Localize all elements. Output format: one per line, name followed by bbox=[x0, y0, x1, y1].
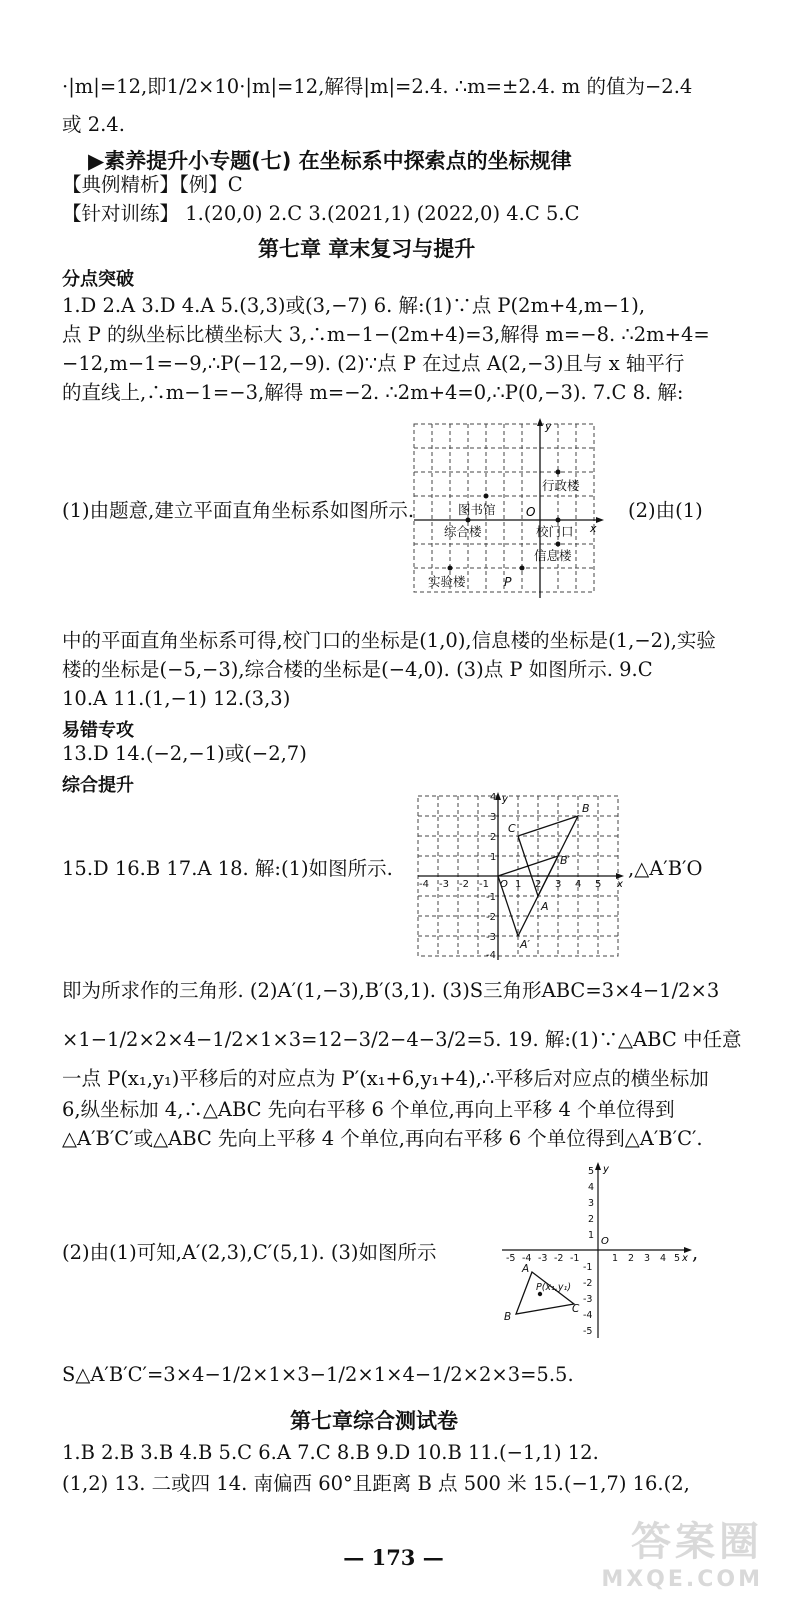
y-tick: -1 bbox=[583, 1262, 593, 1273]
y-tick: 2 bbox=[588, 1214, 595, 1225]
x-tick: 4 bbox=[575, 879, 582, 890]
triangle-grid-figure bbox=[410, 792, 628, 966]
answer-line-14b: ,△A′B′O bbox=[628, 857, 703, 880]
lab-building-label: 实验楼 bbox=[428, 574, 466, 589]
watermark-bottom: MXQE.COM bbox=[601, 1567, 763, 1592]
x-tick: -3 bbox=[439, 879, 449, 890]
admin-building-label: 行政楼 bbox=[542, 478, 580, 493]
answer-line-19: △A′B′C′或△ABC 先向上平移 4 个单位,再向右平移 6 个单位得到△A′B′C′. bbox=[62, 1127, 703, 1150]
y-tick: 4 bbox=[490, 792, 497, 803]
x-tick: -2 bbox=[554, 1253, 564, 1264]
point-c-label: C bbox=[572, 1303, 580, 1315]
answer-line-20a: (2)由(1)可知,A′(2,3),C′(5,1). (3)如图所示 bbox=[62, 1241, 437, 1264]
x-axis-label: x bbox=[682, 1253, 688, 1264]
point-b-label: B bbox=[504, 1311, 512, 1323]
school-gate-label: 校门口 bbox=[536, 524, 574, 539]
origin-label: O bbox=[500, 879, 508, 890]
x-tick: -4 bbox=[419, 879, 429, 890]
x-tick: 5 bbox=[595, 879, 602, 890]
answer-line-9a: (1)由题意,建立平面直角坐标系如图所示. bbox=[62, 499, 415, 522]
answer-line-22: 1.B 2.B 3.B 4.B 5.C 6.A 7.C 8.B 9.D 10.B 11.(−1,1) 12. bbox=[62, 1441, 599, 1464]
section-heading-1: 分点突破 bbox=[62, 269, 134, 290]
x-tick: 1 bbox=[515, 879, 522, 890]
y-axis-label: y bbox=[545, 420, 552, 433]
x-tick: -4 bbox=[522, 1253, 532, 1264]
y-tick: -2 bbox=[486, 912, 496, 923]
answer-line-20b: , bbox=[692, 1241, 699, 1264]
y-tick: -1 bbox=[486, 892, 496, 903]
y-axis-label: y bbox=[603, 1164, 609, 1175]
watermark-top: 答案圈 bbox=[631, 1519, 763, 1565]
x-axis-label: x bbox=[590, 522, 597, 535]
watermark bbox=[601, 1510, 763, 1592]
y-tick: -3 bbox=[486, 932, 496, 943]
y-tick: 3 bbox=[490, 812, 497, 823]
library-label: 图书馆 bbox=[458, 502, 496, 517]
x-tick: -3 bbox=[538, 1253, 548, 1264]
origin-label: O bbox=[526, 505, 536, 519]
info-building-label: 信息楼 bbox=[534, 548, 572, 563]
y-tick: -4 bbox=[486, 950, 496, 961]
x-tick: 4 bbox=[660, 1253, 667, 1264]
x-tick: 1 bbox=[612, 1253, 619, 1264]
point-b1-label: B′ bbox=[560, 854, 571, 867]
test-title: 第七章综合测试卷 bbox=[290, 1409, 458, 1433]
point-a-label: A bbox=[541, 900, 549, 913]
x-tick: -5 bbox=[506, 1253, 516, 1264]
x-tick: 2 bbox=[535, 879, 542, 890]
origin-label: O bbox=[601, 1236, 609, 1247]
answer-line-10: 中的平面直角坐标系可得,校门口的坐标是(1,0),信息楼的坐标是(1,−2),实验 bbox=[62, 629, 716, 652]
section-heading-2: 易错专攻 bbox=[62, 720, 134, 741]
point-b-label: B bbox=[582, 802, 590, 815]
answer-line-15: 即为所求作的三角形. (2)A′(1,−3),B′(3,1). (3)S三角形ABC=3×4−1/2×3 bbox=[62, 979, 720, 1002]
answer-line-21: S△A′B′C′=3×4−1/2×1×3−1/2×1×4−1/2×2×3=5.5. bbox=[62, 1363, 574, 1386]
answer-line-23: (1,2) 13. 二或四 14. 南偏西 60°且距离 B 点 500 米 15.(−1,7) 16.(2, bbox=[62, 1472, 690, 1495]
point-a-label: A bbox=[522, 1263, 530, 1275]
answer-line-16: ×1−1/2×2×4−1/2×1×3=12−3/2−4−3/2=5. 19. 解:(1)∵△ABC 中任意 bbox=[62, 1028, 742, 1051]
answer-line-18: 6,纵坐标加 4,∴△ABC 先向右平移 6 个单位,再向上平移 4 个单位得到 bbox=[62, 1098, 675, 1121]
x-tick: 2 bbox=[628, 1253, 635, 1264]
answer-line-9b: (2)由(1) bbox=[628, 499, 703, 522]
y-tick: -2 bbox=[583, 1278, 593, 1289]
x-tick: -1 bbox=[570, 1253, 580, 1264]
y-tick: 5 bbox=[588, 1166, 595, 1177]
y-tick: 4 bbox=[588, 1182, 595, 1193]
campus-grid-figure bbox=[410, 418, 615, 603]
answer-line-7: −12,m−1=−9,∴P(−12,−9). (2)∵点 P 在过点 A(2,−3)且与 x 轴平行 bbox=[62, 352, 685, 375]
answer-line-8: 的直线上,∴m−1=−3,解得 m=−2. ∴2m+4=0,∴P(0,−3). 7.C 8. 解: bbox=[62, 381, 684, 404]
x-axis-label: x bbox=[617, 879, 623, 890]
triangle-abc bbox=[516, 1272, 574, 1314]
point-a1-label: A′ bbox=[520, 938, 531, 951]
y-tick: -5 bbox=[583, 1326, 593, 1337]
x-tick: -1 bbox=[479, 879, 489, 890]
y-axis-label: y bbox=[502, 794, 508, 805]
y-tick: -4 bbox=[583, 1310, 593, 1321]
answer-line-11: 楼的坐标是(−5,−3),综合楼的坐标是(−4,0). (3)点 P 如图所示. 9.C bbox=[62, 658, 653, 681]
y-tick: 2 bbox=[490, 832, 497, 843]
x-tick: -2 bbox=[459, 879, 469, 890]
answer-line-2: 或 2.4. bbox=[62, 113, 125, 136]
point-c-label: C bbox=[508, 822, 516, 835]
y-tick: 1 bbox=[588, 1230, 595, 1241]
chapter-title: 第七章 章末复习与提升 bbox=[258, 237, 476, 261]
answer-line-13: 13.D 14.(−2,−1)或(−2,7) bbox=[62, 742, 307, 765]
y-tick: 3 bbox=[588, 1198, 595, 1209]
answer-line-17: 一点 P(x₁,y₁)平移后的对应点为 P′(x₁+6,y₁+4),∴平移后对应点的横坐标加 bbox=[62, 1067, 709, 1090]
example-line: 【典例精析】【例】C bbox=[62, 173, 243, 196]
answer-line-12: 10.A 11.(1,−1) 12.(3,3) bbox=[62, 687, 291, 710]
answer-line-14a: 15.D 16.B 17.A 18. 解:(1)如图所示. bbox=[62, 857, 393, 880]
y-tick: 1 bbox=[490, 852, 497, 863]
translation-figure bbox=[498, 1162, 698, 1340]
complex-building-label: 综合楼 bbox=[444, 524, 482, 539]
section-heading-3: 综合提升 bbox=[62, 775, 134, 796]
point-p-label: P bbox=[504, 574, 512, 589]
x-tick: 3 bbox=[644, 1253, 651, 1264]
training-line: 【针对训练】 1.(20,0) 2.C 3.(2021,1) (2022,0) 4.C 5.C bbox=[62, 202, 580, 225]
answer-line-5: 1.D 2.A 3.D 4.A 5.(3,3)或(3,−7) 6. 解:(1)∵点 P(2m+4,m−1), bbox=[62, 294, 646, 317]
y-tick: -3 bbox=[583, 1294, 593, 1305]
page-number: — 173 — bbox=[343, 1545, 444, 1570]
topic-title: ▶素养提升小专题(七) 在坐标系中探索点的坐标规律 bbox=[88, 149, 572, 173]
point-p-label: P(x₁,y₁) bbox=[536, 1282, 572, 1293]
x-tick: 3 bbox=[555, 879, 562, 890]
answer-line-1: ·|m|=12,即1/2×10·|m|=12,解得|m|=2.4. ∴m=±2.4. m 的值为−2.4 bbox=[62, 75, 693, 98]
answer-line-6: 点 P 的纵坐标比横坐标大 3,∴m−1−(2m+4)=3,解得 m=−8. ∴2m+4= bbox=[62, 323, 710, 346]
x-tick: 5 bbox=[674, 1253, 681, 1264]
